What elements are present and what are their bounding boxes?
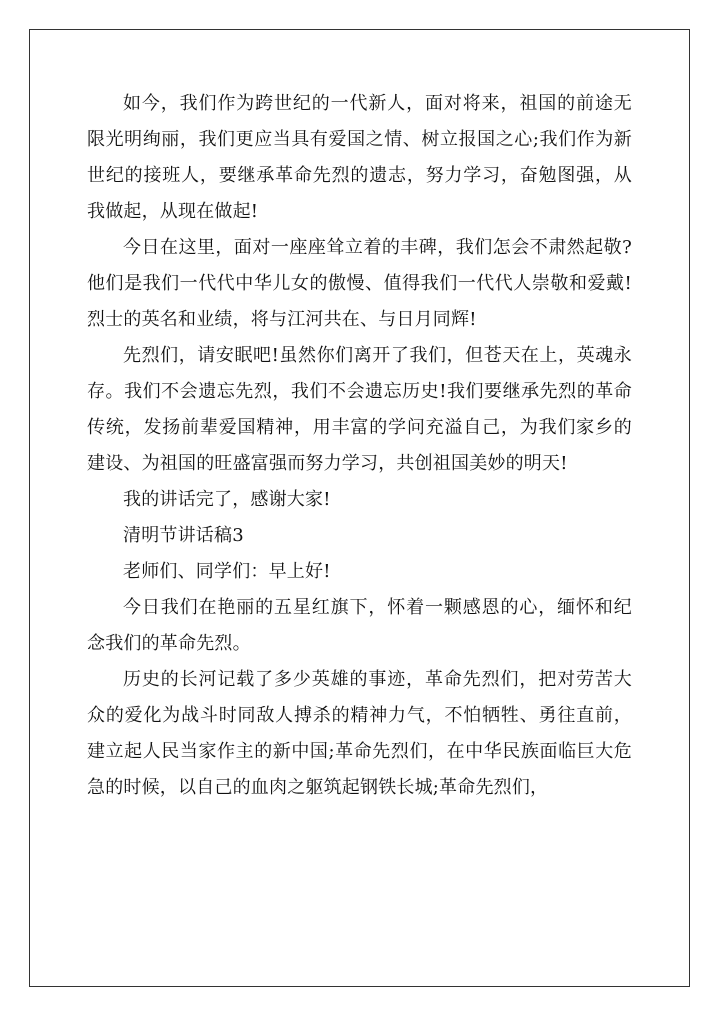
paragraph-rest-in-peace: 先烈们，请安眠吧!虽然你们离开了我们，但苍天在上，英魂永存。我们不会遗忘先烈，我们不会遗忘历史!我们要继承先烈的革命传统，发扬前辈爱国精神，用丰富的学问充溢自己，为我们家乡的建设、为祖国的旺盛富强而努力学习，共创祖国美妙的明天!: [87, 345, 632, 474]
paragraph-closing: 我的讲话完了，感谢大家!: [123, 489, 331, 510]
document-body: [87, 86, 632, 806]
paragraph-monument: 今日在这里，面对一座座耸立着的丰碑，我们怎会不肃然起敬?他们是我们一代代中华儿女的傲慢、值得我们一代代人崇敬和爱戴!烈士的英名和业绩，将与江河共在、与日月同辉!: [87, 237, 632, 330]
section-title: 清明节讲话稿3: [123, 525, 244, 546]
paragraph-flag: 今日我们在艳丽的五星红旗下，怀着一颗感恩的心，缅怀和纪念我们的革命先烈。: [87, 597, 632, 654]
paragraph-greeting: 老师们、同学们：早上好!: [123, 561, 331, 582]
paragraph-history: 历史的长河记载了多少英雄的事迹，革命先烈们，把对劳苦大众的爱化为战斗时同敌人搏杀的精神力气，不怕牺牲、勇往直前，建立起人民当家作主的新中国;革命先烈们，在中华民族面临巨大危急的时候，以自己的血肉之躯筑起钢铁长城;革命先烈们，: [87, 669, 632, 798]
paragraph-future-generation: 如今，我们作为跨世纪的一代新人，面对将来，祖国的前途无限光明绚丽，我们更应当具有爱国之情、树立报国之心;我们作为新世纪的接班人，要继承革命先烈的遗志，努力学习，奋勉图强，从我做起，从现在做起!: [87, 93, 632, 222]
